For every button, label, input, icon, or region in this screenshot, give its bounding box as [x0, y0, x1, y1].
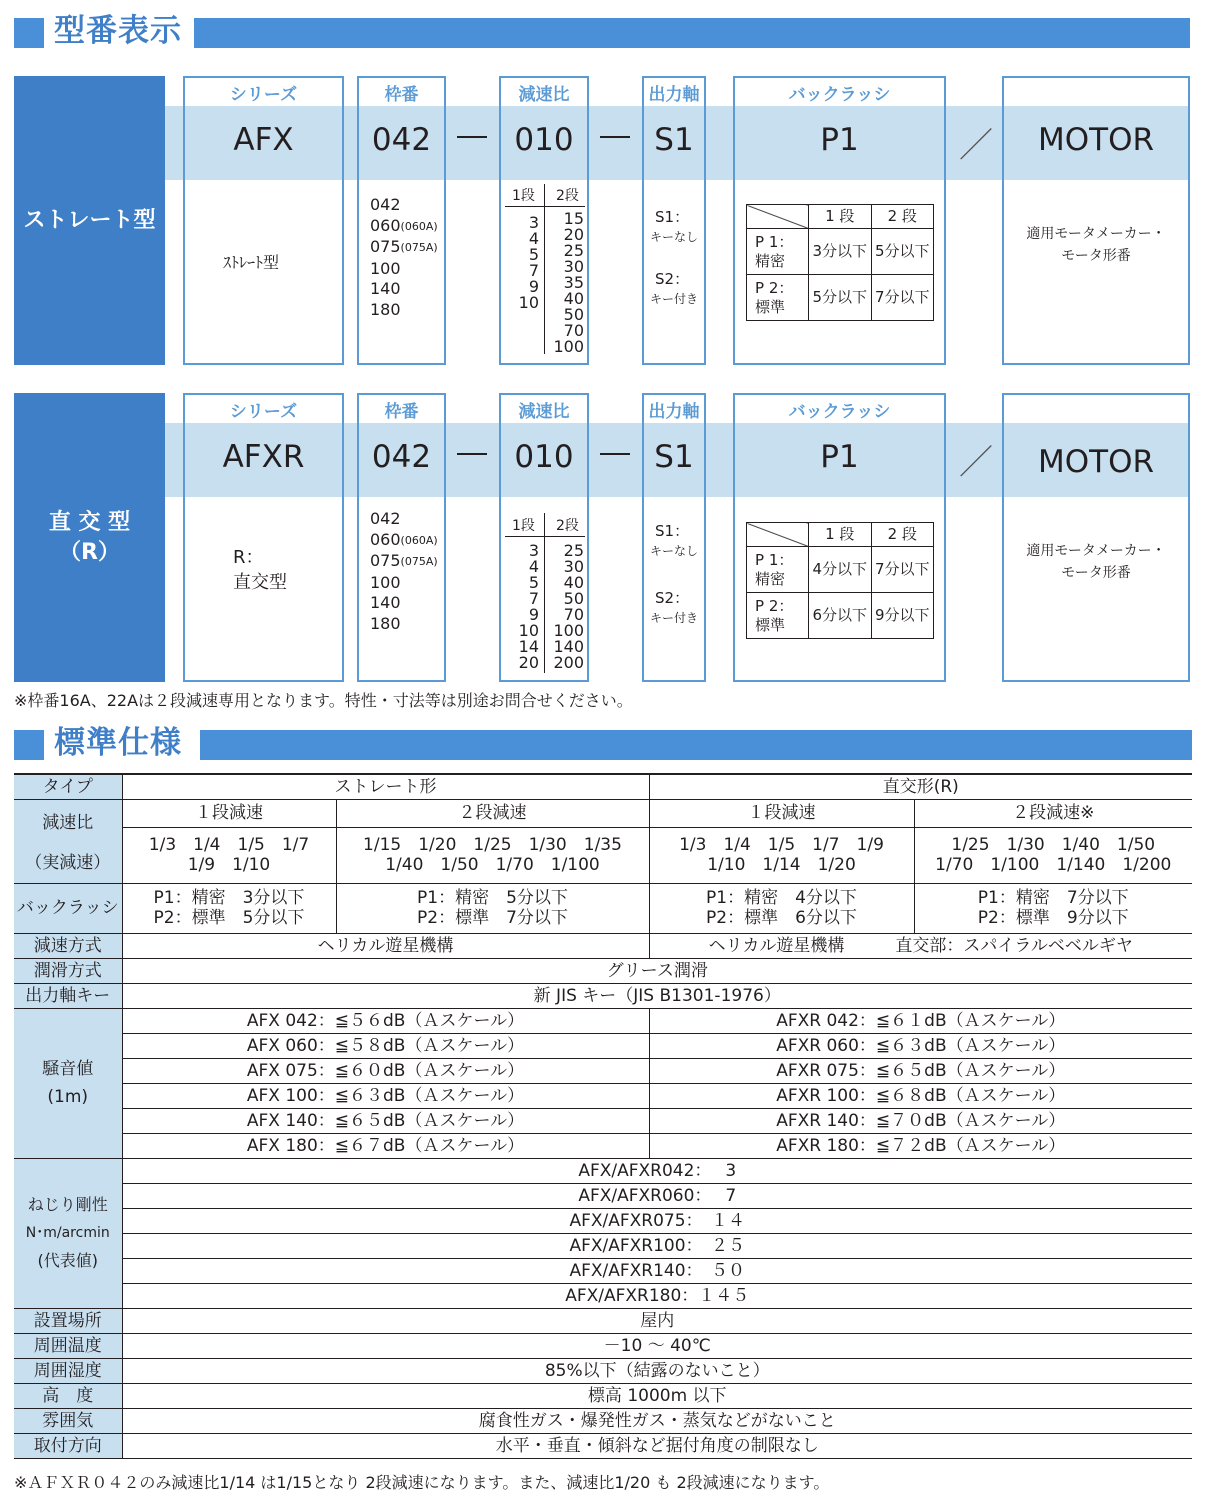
spec-head-humidity: 周囲湿度 — [14, 1358, 122, 1383]
frame-item: $075_{(075A)}$ — [370, 237, 438, 256]
slash-separator: ／ — [959, 443, 993, 483]
spec-head-lubrication: 潤滑方式 — [14, 958, 122, 983]
backlash-label: バックラッシ — [788, 85, 891, 105]
spec-noise-straight: AFX 100：≦６３dB（Ａスケール） — [122, 1083, 649, 1108]
ratio-label: 減速比 — [518, 85, 570, 105]
ratio-item: 7 — [528, 589, 539, 608]
frame-box — [357, 393, 446, 682]
backlash-box — [733, 393, 946, 682]
backlash-cell: 9分以下 — [871, 593, 934, 639]
ratio-item: 9 — [528, 277, 539, 296]
spec-place: 屋内 — [122, 1308, 1192, 1333]
backlash-label: バックラッシ — [788, 402, 891, 422]
right-angle-type-label: 直 交 型 （R） — [14, 393, 165, 682]
spec-head-place: 設置場所 — [14, 1308, 122, 1333]
spec-noise-right: AFXR 075：≦６５dB（Ａスケール） — [649, 1058, 1192, 1083]
backlash-cell: 5分以下 — [871, 229, 934, 275]
spec-r1-ratios: 1/3 1/4 1/5 1/7 1/9 1/10 1/14 1/20 — [649, 827, 914, 883]
shaft-s2: S2： — [655, 270, 690, 288]
spec-torsion: AFX/AFXR180：１４５ — [122, 1283, 1192, 1308]
spec-noise-right: AFXR 060：≦６３dB（Ａスケール） — [649, 1033, 1192, 1058]
spec-noise-straight: AFX 042：≦５６dB（Ａスケール） — [122, 1008, 649, 1033]
motor-value: MOTOR — [1037, 444, 1155, 480]
dash-separator — [457, 453, 487, 455]
ratio-box — [499, 393, 589, 682]
spec-head-torsion: ねじり剛性 N･m/arcmin (代表値) — [14, 1158, 122, 1308]
frame-item: 100 — [370, 258, 401, 278]
spec-head-temp: 周囲温度 — [14, 1333, 122, 1358]
shaft-label: 出力軸 — [648, 85, 700, 105]
shaft-s2: S2： — [655, 589, 690, 607]
spec-table — [14, 773, 1192, 1459]
backlash-table — [746, 522, 934, 639]
spec-head-altitude: 高 度 — [14, 1383, 122, 1408]
ratio-item: 100 — [553, 337, 584, 356]
dash-separator — [457, 136, 487, 138]
frame-item: 042 — [370, 509, 401, 528]
spec-altitude: 標高 1000m 以下 — [122, 1383, 1192, 1408]
section-title: 型番表示 — [54, 13, 182, 49]
backlash-corner — [747, 523, 809, 547]
spec-method-straight: ヘリカル遊星機構 — [122, 933, 649, 958]
backlash-cell: 7分以下 — [871, 547, 934, 593]
stage2-list — [549, 543, 584, 671]
ratio-value: 010 — [514, 439, 574, 475]
backlash-cell: 5分以下 — [809, 275, 872, 321]
spec-torsion: AFX/AFXR060： 7 — [122, 1183, 1192, 1208]
spec-head-straight: ストレート形 — [122, 774, 649, 799]
slash-separator: ／ — [959, 126, 993, 166]
spec-torsion: AFX/AFXR042： 3 — [122, 1158, 1192, 1183]
ratio-item: 40 — [563, 289, 584, 308]
spec-bl-r2: P1：精密 7分以下 P2：標準 9分以下 — [914, 883, 1192, 933]
dash-separator — [600, 453, 630, 455]
right-angle-model-block — [14, 393, 1190, 682]
series-value: AFX — [233, 122, 294, 158]
dash-separator — [600, 136, 630, 138]
shaft-box — [642, 76, 706, 365]
spec-s2-ratios: 1/15 1/20 1/25 1/30 1/35 1/40 1/50 1/70 1/100 — [336, 827, 649, 883]
spec-key: 新 JIS キー（JIS B1301-1976） — [122, 983, 1192, 1008]
shaft-label: 出力軸 — [648, 402, 700, 422]
ratio-item: 25 — [563, 541, 584, 560]
stage1-list — [513, 215, 539, 311]
spec-noise-straight: AFX 180：≦６７dB（Ａスケール） — [122, 1133, 649, 1158]
spec-r2: ２段減速※ — [914, 799, 1192, 827]
spec-head-atmosphere: 雰囲気 — [14, 1408, 122, 1433]
section-title: 標準仕様 — [54, 725, 182, 761]
motor-value: MOTOR — [1037, 122, 1155, 158]
frame-item: 042 — [370, 195, 401, 214]
shaft-s1-desc: キーなし — [650, 544, 699, 558]
stage2-list — [549, 211, 584, 355]
spec-noise-straight: AFX 075：≦６０dB（Ａスケール） — [122, 1058, 649, 1083]
section-bar — [194, 18, 1190, 48]
backlash-p1: P 1： 精密 — [747, 229, 809, 275]
stage2-title: 2段 — [556, 518, 579, 534]
frame-value: 042 — [371, 439, 432, 475]
spec-head-backlash: バックラッシ — [14, 883, 122, 933]
ratio-col-divider — [544, 184, 545, 354]
straight-model-block — [14, 76, 1190, 365]
frame-note: ※枠番16A、22Aは２段減速専用となります。特性・寸法等は別途お問合せください。 — [14, 691, 633, 710]
section-marker — [14, 18, 44, 48]
ratio-box — [499, 76, 589, 365]
ratio-item: 100 — [553, 621, 584, 640]
backlash-p1: P 1： 精密 — [747, 547, 809, 593]
ratio-item: 3 — [528, 213, 539, 232]
spec-temp: －10 ～ 40℃ — [122, 1333, 1192, 1358]
spec-s1: １段減速 — [122, 799, 336, 827]
section-header-model-number — [14, 12, 1190, 48]
spec-r2-ratios: 1/25 1/30 1/40 1/50 1/70 1/100 1/140 1/200 — [914, 827, 1192, 883]
ratio-col-divider — [544, 513, 545, 673]
spec-head-method: 減速方式 — [14, 933, 122, 958]
ratio-item: 40 — [563, 573, 584, 592]
ratio-item: 35 — [563, 273, 584, 292]
backlash-cell: 7分以下 — [871, 275, 934, 321]
spec-bl-s1: P1：精密 3分以下 P2：標準 5分以下 — [122, 883, 336, 933]
frame-item: 180 — [370, 299, 401, 319]
stage2-title: 2段 — [556, 188, 579, 204]
spec-method-right: ヘリカル遊星機構 直交部：スパイラルベベルギヤ — [649, 933, 1192, 958]
ratio-item: 5 — [528, 573, 539, 592]
frame-label: 枠番 — [384, 402, 419, 422]
frame-item: 140 — [370, 279, 401, 298]
ratio-item: 10 — [518, 621, 539, 640]
ratio-item: 14 — [518, 637, 539, 656]
series-box — [183, 393, 344, 682]
spec-head-ratio: 減速比 （実減速） — [14, 799, 122, 883]
series-value: AFXR — [222, 439, 305, 475]
spec-head-right: 直交形(R) — [649, 774, 1192, 799]
spec-bl-r1: P1：精密 4分以下 P2：標準 6分以下 — [649, 883, 914, 933]
ratio-divider — [505, 536, 585, 537]
motor-desc: 適用モータメーカー・ モータ形番 — [1026, 543, 1166, 581]
shaft-s2-desc: キー付き — [650, 611, 699, 625]
spec-bl-s2: P1：精密 5分以下 P2：標準 7分以下 — [336, 883, 649, 933]
ratio-label: 減速比 — [518, 402, 570, 422]
frame-item: 140 — [370, 593, 401, 612]
backlash-table — [746, 204, 934, 321]
backlash-cell: 6分以下 — [809, 593, 872, 639]
spec-torsion: AFX/AFXR140： ５０ — [122, 1258, 1192, 1283]
ratio-value: 010 — [514, 122, 574, 158]
ratio-note: ※ＡＦＸＲ０４２のみ減速比1/14 は1/15となり 2段減速になります。また、減速比1/20 も 2段減速になります。 — [14, 1473, 830, 1492]
series-desc: ｽﾄﾚｰﾄ型 — [223, 253, 280, 272]
ratio-item: 3 — [528, 541, 539, 560]
motor-box — [1002, 393, 1190, 682]
spec-noise-right: AFXR 100：≦６８dB（Ａスケール） — [649, 1083, 1192, 1108]
ratio-item: 10 — [518, 293, 539, 312]
shaft-s1-desc: キーなし — [650, 230, 699, 244]
backlash-head-1: 1 段 — [809, 523, 872, 547]
ratio-item: 200 — [553, 653, 584, 672]
backlash-value: P1 — [820, 122, 859, 158]
spec-s1-ratios: 1/3 1/4 1/5 1/7 1/9 1/10 — [122, 827, 336, 883]
ratio-item: 30 — [563, 557, 584, 576]
section-header-standard-spec — [14, 724, 1192, 760]
series-label: シリーズ — [229, 402, 298, 422]
ratio-divider — [505, 206, 585, 207]
section-bar — [200, 730, 1192, 760]
ratio-item: 30 — [563, 257, 584, 276]
spec-head-key: 出力軸キー — [14, 983, 122, 1008]
shaft-s2-desc: キー付き — [650, 292, 699, 306]
ratio-item: 5 — [528, 245, 539, 264]
series-label: シリーズ — [229, 85, 298, 105]
spec-noise-right: AFXR 042：≦６１dB（Ａスケール） — [649, 1008, 1192, 1033]
frame-label: 枠番 — [384, 85, 419, 105]
spec-direction: 水平・垂直・傾斜など据付角度の制限なし — [122, 1433, 1192, 1458]
spec-head-noise: 騒音値 (1m) — [14, 1008, 122, 1158]
series-box — [183, 76, 344, 365]
ratio-item: 4 — [528, 229, 539, 248]
frame-box — [357, 76, 446, 365]
ratio-item: 25 — [563, 241, 584, 260]
backlash-p2: P 2： 標準 — [747, 275, 809, 321]
shaft-box — [642, 393, 706, 682]
frame-item: $075_{(075A)}$ — [370, 551, 438, 570]
ratio-item: 70 — [563, 321, 584, 340]
ratio-item: 20 — [563, 225, 584, 244]
ratio-item: 7 — [528, 261, 539, 280]
shaft-s1: S1： — [655, 522, 690, 540]
stage1-title: 1段 — [512, 518, 535, 534]
shaft-value: S1 — [654, 122, 694, 158]
spec-atmosphere: 腐食性ガス・爆発性ガス・蒸気などがないこと — [122, 1408, 1192, 1433]
spec-head-direction: 取付方向 — [14, 1433, 122, 1458]
spec-s2: ２段減速 — [336, 799, 649, 827]
ratio-item: 9 — [528, 605, 539, 624]
motor-box — [1002, 76, 1190, 365]
backlash-head-2: 2 段 — [871, 205, 934, 229]
ratio-item: 20 — [518, 653, 539, 672]
stage1-title: 1段 — [512, 188, 535, 204]
backlash-cell: 4分以下 — [809, 547, 872, 593]
ratio-item: 50 — [563, 589, 584, 608]
spec-noise-right: AFXR 180：≦７２dB（Ａスケール） — [649, 1133, 1192, 1158]
ratio-item: 140 — [553, 637, 584, 656]
backlash-corner — [747, 205, 809, 229]
backlash-p2: P 2： 標準 — [747, 593, 809, 639]
spec-noise-straight: AFX 060：≦５８dB（Ａスケール） — [122, 1033, 649, 1058]
backlash-cell: 3分以下 — [809, 229, 872, 275]
straight-type-label: ストレート型 — [14, 76, 165, 365]
spec-head-type: タイプ — [14, 774, 122, 799]
spec-noise-straight: AFX 140：≦６５dB（Ａスケール） — [122, 1108, 649, 1133]
frame-list — [370, 509, 438, 634]
ratio-item: 50 — [563, 305, 584, 324]
ratio-item: 70 — [563, 605, 584, 624]
backlash-head-1: 1 段 — [809, 205, 872, 229]
frame-value: 042 — [371, 122, 432, 158]
motor-desc: 適用モータメーカー・ モータ形番 — [1026, 226, 1166, 264]
frame-item: $060_{(060A)}$ — [370, 215, 438, 235]
frame-item: $060_{(060A)}$ — [370, 529, 438, 549]
frame-item: 100 — [370, 572, 401, 592]
series-desc: R： 直交型 — [233, 547, 287, 593]
frame-list — [370, 195, 438, 320]
spec-torsion: AFX/AFXR075： １４ — [122, 1208, 1192, 1233]
ratio-item: 4 — [528, 557, 539, 576]
spec-humidity: 85%以下（結露のないこと） — [122, 1358, 1192, 1383]
spec-torsion: AFX/AFXR100： ２５ — [122, 1233, 1192, 1258]
ratio-item: 15 — [563, 209, 584, 228]
backlash-head-2: 2 段 — [871, 523, 934, 547]
stage1-list — [513, 543, 539, 671]
shaft-s1: S1： — [655, 208, 690, 226]
shaft-value: S1 — [654, 439, 694, 475]
backlash-value: P1 — [820, 439, 859, 475]
spec-r1: １段減速 — [649, 799, 914, 827]
spec-noise-right: AFXR 140：≦７０dB（Ａスケール） — [649, 1108, 1192, 1133]
spec-lubrication: グリース潤滑 — [122, 958, 1192, 983]
section-marker — [14, 730, 44, 760]
backlash-box — [733, 76, 946, 365]
frame-item: 180 — [370, 613, 401, 633]
